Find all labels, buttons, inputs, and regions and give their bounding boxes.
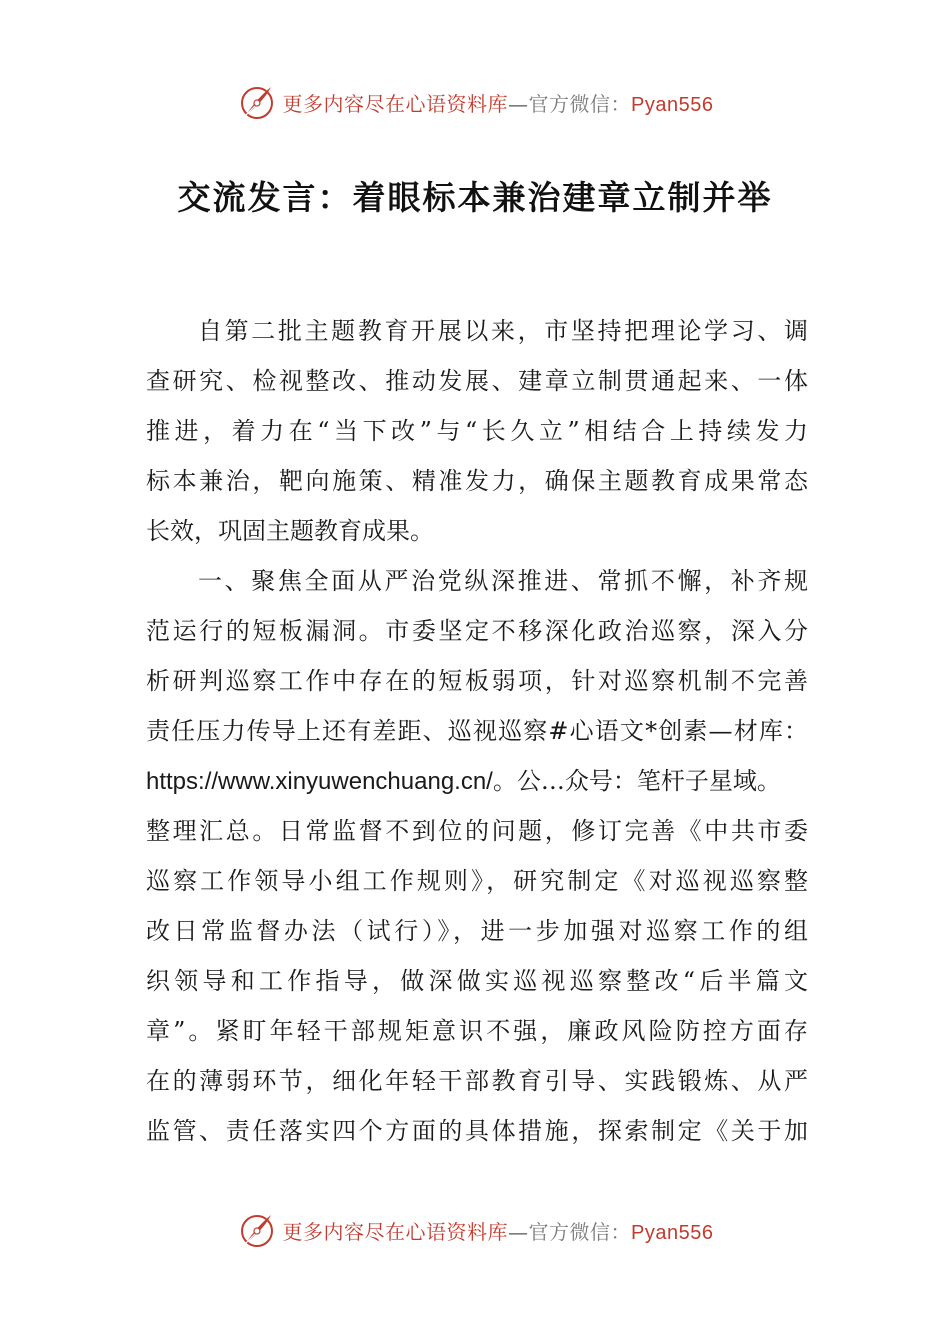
text-line: 范运行的短板漏洞。市委坚定不移深化政治巡察，深入分 [146,617,808,645]
footer-banner [0,1208,950,1252]
footer-separator: — [508,1219,529,1244]
text-line: 巡察工作领导小组工作规则》，研究制定《对巡视巡察整 [146,867,808,895]
document-title: 交流发言：着眼标本兼治建章立制并举 [177,178,773,217]
text-line: 章”。紧盯年轻干部规矩意识不强，廉政风险防控方面存 [146,1017,808,1045]
footer-wechat-id: Pyan556 [631,1221,714,1244]
header-site-name: 更多内容尽在心语资料库 [282,91,509,116]
header-wechat-id: Pyan556 [631,93,714,116]
text-line: 改日常监督办法（试行）》，进一步加强对巡察工作的组 [146,917,808,945]
header-banner [0,80,950,124]
quill-pen-logo-icon [237,82,277,122]
text-line: 查研究、检视整改、推动发展、建章立制贯通起来、一体 [146,367,808,395]
text-line: 自第二批主题教育开展以来，市坚持把理论学习、调 [198,317,808,345]
footer-site-name: 更多内容尽在心语资料库 [282,1219,509,1244]
text-line: 整理汇总。日常监督不到位的问题，修订完善《中共市委 [146,817,808,845]
text-line: 责任压力传导上还有差距、巡视巡察#心语文*创素—材库： [146,717,808,745]
header-wechat-label: 官方微信： [528,91,632,116]
text-line: 监管、责任落实四个方面的具体措施，探索制定《关于加 [146,1117,808,1145]
text-line: 织领导和工作指导，做深做实巡视巡察整改“后半篇文 [146,967,808,995]
text-line: 一、聚焦全面从严治党纵深推进、常抓不懈，补齐规 [198,567,808,595]
text-line: 标本兼治，靶向施策、精准发力，确保主题教育成果常态 [146,467,808,495]
document-body [146,306,808,1156]
text-line-tail: 。公…众号：笔杆子星域。 [492,767,781,795]
header-separator: — [508,91,529,116]
text-line: 推进，着力在“当下改”与“长久立”相结合上持续发力 [146,417,808,445]
text-line-url [146,756,808,806]
text-line: 长效，巩固主题教育成果。 [146,517,434,545]
text-line: 析研判巡察工作中存在的短板弱项，针对巡察机制不完善 [146,667,808,695]
source-url: https://www.xinyuwenchuang.cn/ [146,768,493,795]
footer-wechat-label: 官方微信： [528,1219,632,1244]
quill-pen-logo-icon [237,1210,277,1250]
header-banner-text [283,88,714,117]
footer-banner-text [283,1216,714,1245]
text-line: 在的薄弱环节，细化年轻干部教育引导、实践锻炼、从严 [146,1067,808,1095]
